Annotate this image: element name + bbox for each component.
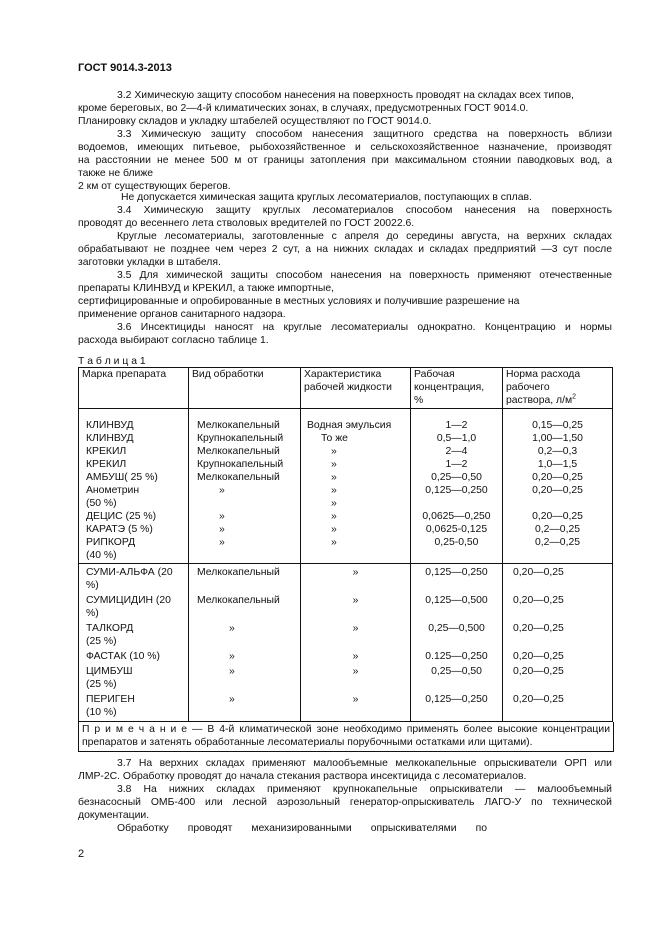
cell-processing: » (189, 484, 301, 497)
cell-brand: ТАЛКОРД (25 %) (79, 620, 189, 648)
cell-norm: 0,20—0,25 (503, 484, 613, 497)
p32-line1: 3.2 Химическую защиту способом нанесения на поверхность проводят на складах всех типов, (117, 90, 575, 101)
table-row (79, 691, 613, 722)
cell-concentration: 0,125—0,250 (411, 563, 503, 592)
cell-norm (503, 549, 613, 563)
header-concentration: Рабочая концентрация, % (411, 368, 503, 409)
cell-liquid: Водная эмульсия (301, 419, 411, 432)
cell-processing: » (189, 536, 301, 549)
cell-liquid: » (301, 523, 411, 536)
p38-line3: документации. (78, 810, 150, 821)
p35-line3: сертифицированные и опробированные в местных условиях и получившие разрешение на (78, 296, 520, 307)
p35-line4: применение органов санитарного надзора. (78, 309, 286, 320)
cell-liquid: » (301, 497, 411, 510)
cell-brand: КРЕКИЛ (79, 445, 189, 458)
cell-liquid: » (301, 471, 411, 484)
cell-concentration (411, 549, 503, 563)
cell-brand: ДЕЦИС (25 %) (79, 510, 189, 523)
table-row (79, 648, 613, 663)
p33-line3: на расстоянии не менее 500 м от границы затопления при максимальном стоянии паводковых вод, а (78, 155, 612, 166)
cell-liquid: » (301, 536, 411, 549)
cell-norm: 0,20—0,25 (503, 563, 613, 592)
table-caption: Т а б л и ц а 1 (78, 356, 146, 367)
p36-line1: 3.6 Инсектициды наносят на круглые лесоматериалы однократно. Концентрацию и нормы (117, 322, 612, 333)
p33-line5: 2 км от существующих берегов. (78, 181, 231, 192)
table-row (79, 458, 613, 471)
table-row (79, 445, 613, 458)
table-note: П р и м е ч а н и е — В 4-й климатической зоне необходимо применять более высокие концентрации препаратов и затенять обработанные лесоматериалы порубочными остатками или щитами). (78, 722, 614, 752)
cell-processing (189, 549, 301, 563)
cell-liquid: » (301, 648, 411, 663)
table-header-row (79, 368, 613, 409)
cell-liquid: » (301, 458, 411, 471)
cell-liquid (301, 549, 411, 563)
cell-concentration: 0,125—0,500 (411, 592, 503, 620)
cell-concentration: 0.125—0,250 (411, 648, 503, 663)
cell-concentration: 0,25—0,50 (411, 471, 503, 484)
p34-line4: обрабатывают не позднее чем через 2 сут, а на нижних складах и складах предприятий —3 сут после (78, 244, 612, 255)
cell-processing: Мелкокапельный (189, 471, 301, 484)
p38-line4: Обработку проводят механизированными опрыскивателями по (117, 823, 487, 834)
table-row (79, 592, 613, 620)
p34-line1: 3.4 Химическую защиту круглых лесоматериалов способом нанесения на поверхность (117, 205, 612, 216)
table-row (79, 549, 613, 563)
table-row (79, 663, 613, 691)
p34-line2: проводят до весеннего лета стволовых вредителей по ГОСТ 20022.6. (78, 218, 415, 229)
cell-processing: Мелкокапельный (189, 419, 301, 432)
cell-processing: Крупнокапельный (189, 432, 301, 445)
cell-concentration: 2—4 (411, 445, 503, 458)
p36-line2: расхода выбирают согласно таблице 1. (78, 335, 269, 346)
table-row (79, 510, 613, 523)
p33-line2: водоемов, имеющих питьевое, рыбохозяйственное и сельскохозяйственное назначение, производят (78, 142, 612, 153)
cell-brand: КАРАТЭ (5 %) (79, 523, 189, 536)
cell-brand: РИПКОРД (79, 536, 189, 549)
cell-norm: 1,0—1,5 (503, 458, 613, 471)
cell-processing: » (189, 663, 301, 691)
cell-norm: 0,20—0,25 (503, 471, 613, 484)
cell-concentration: 1—2 (411, 458, 503, 471)
cell-norm: 0,2—0,3 (503, 445, 613, 458)
cell-brand: СУМИ-АЛЬФА (20 %) (79, 563, 189, 592)
cell-processing: » (189, 691, 301, 722)
cell-processing: » (189, 523, 301, 536)
cell-norm: 0,15—0,25 (503, 419, 613, 432)
p33-line6: Не допускается химическая защита круглых лесоматериалов, поступающих в сплав. (121, 192, 532, 203)
p34-line5: заготовки укладки в штабеля. (78, 257, 221, 268)
cell-concentration: 0,5—1,0 (411, 432, 503, 445)
cell-liquid: » (301, 663, 411, 691)
table-row (79, 484, 613, 497)
cell-concentration: 0,0625—0,250 (411, 510, 503, 523)
cell-processing: Мелкокапельный (189, 563, 301, 592)
cell-concentration: 0,0625-0,125 (411, 523, 503, 536)
cell-norm: 0,20—0,25 (503, 620, 613, 648)
cell-brand: (40 %) (79, 549, 189, 563)
table-row (79, 620, 613, 648)
cell-processing: » (189, 648, 301, 663)
cell-processing: » (189, 510, 301, 523)
header-liquid: Характеристика рабочей жидкости (301, 368, 411, 409)
p35-line2: препараты КЛИНВУД и КРЕКИЛ, а также импортные, (78, 283, 335, 294)
cell-norm: 1,00—1,50 (503, 432, 613, 445)
cell-liquid: » (301, 620, 411, 648)
cell-norm: 0,2—0,25 (503, 523, 613, 536)
page-number: 2 (78, 848, 85, 860)
table-row (79, 432, 613, 445)
cell-concentration: 0,25—0,500 (411, 620, 503, 648)
p38-line2: безнасосный ОМБ-400 или лесной аэрозольный генератор-опрыскиватель ЛАГО-У по технической (78, 797, 612, 808)
cell-processing: Мелкокапельный (189, 592, 301, 620)
cell-liquid: » (301, 510, 411, 523)
cell-norm: 0,20—0,25 (503, 592, 613, 620)
table-row (79, 419, 613, 432)
cell-brand: КЛИНВУД (79, 432, 189, 445)
header-brand: Марка препарата (79, 368, 189, 409)
table-row (79, 471, 613, 484)
table-row (79, 523, 613, 536)
table-row (79, 497, 613, 510)
header-norm: Норма расхода рабочего раствора, $л/м^2$ (503, 368, 613, 409)
cell-norm: 0,20—0,25 (503, 510, 613, 523)
p38-line1: 3.8 На нижних складах применяют крупнокапельные опрыскиватели — малообъемный (117, 784, 612, 795)
cell-liquid: То же (301, 432, 411, 445)
cell-brand: ПЕРИГЕН (10 %) (79, 691, 189, 722)
cell-brand: ФАСТАК (10 %) (79, 648, 189, 663)
cell-processing: Мелкокапельный (189, 445, 301, 458)
cell-brand: (50 %) (79, 497, 189, 510)
cell-processing: Крупнокапельный (189, 458, 301, 471)
cell-liquid: » (301, 445, 411, 458)
p34-line3: Круглые лесоматериалы, заготовленные с апреля до середины августа, на верхних складах (117, 231, 612, 242)
p32-line3: Планировку складов и укладку штабелей осуществляют по ГОСТ 9014.0. (78, 116, 432, 127)
table-row (79, 536, 613, 549)
cell-concentration: 1—2 (411, 419, 503, 432)
header-processing: Вид обработки (189, 368, 301, 409)
p33-line4: также не ближе (78, 168, 154, 179)
cell-brand: СУМИЦИДИН (20 %) (79, 592, 189, 620)
cell-concentration: 0,125—0,250 (411, 691, 503, 722)
cell-processing (189, 497, 301, 510)
cell-concentration: 0,25—0,50 (411, 663, 503, 691)
cell-brand: АМБУШ( 25 %) (79, 471, 189, 484)
p32-line2: кроме береговых, во 2—4-й климатических зонах, в случаях, предусмотренных ГОСТ 9014.0. (78, 103, 529, 114)
p37-line1: 3.7 На верхних складах применяют малообъемные мелкокапельные опрыскиватели ОРП или (117, 758, 612, 769)
p37-line2: ЛМР-2С. Обработку проводят до начала стекания раствора инсектицида с лесоматериалов. (78, 771, 527, 782)
cell-liquid: » (301, 592, 411, 620)
cell-concentration: 0,25-0,50 (411, 536, 503, 549)
cell-brand: КЛИНВУД (79, 419, 189, 432)
cell-brand: КРЕКИЛ (79, 458, 189, 471)
cell-concentration (411, 497, 503, 510)
cell-norm: 0,20—0,25 (503, 648, 613, 663)
cell-norm: 0,2—0,25 (503, 536, 613, 549)
cell-norm: 0,20—0,25 (503, 691, 613, 722)
document-header: ГОСТ 9014.3-2013 (78, 62, 172, 74)
cell-liquid: » (301, 484, 411, 497)
p33-line1: 3.3 Химическую защиту способом нанесения защитного средства на поверхность вблизи (117, 129, 612, 140)
cell-norm (503, 497, 613, 510)
cell-concentration: 0,125—0,250 (411, 484, 503, 497)
p35-line1: 3.5 Для химической защиты способом нанесения на поверхность применяют отечественные (117, 270, 612, 281)
cell-norm: 0,20—0,25 (503, 663, 613, 691)
data-table (78, 367, 613, 722)
cell-brand: ЦИМБУШ (25 %) (79, 663, 189, 691)
cell-liquid: » (301, 691, 411, 722)
cell-liquid: » (301, 563, 411, 592)
table-row (79, 563, 613, 592)
cell-processing: » (189, 620, 301, 648)
cell-brand: Анометрин (79, 484, 189, 497)
